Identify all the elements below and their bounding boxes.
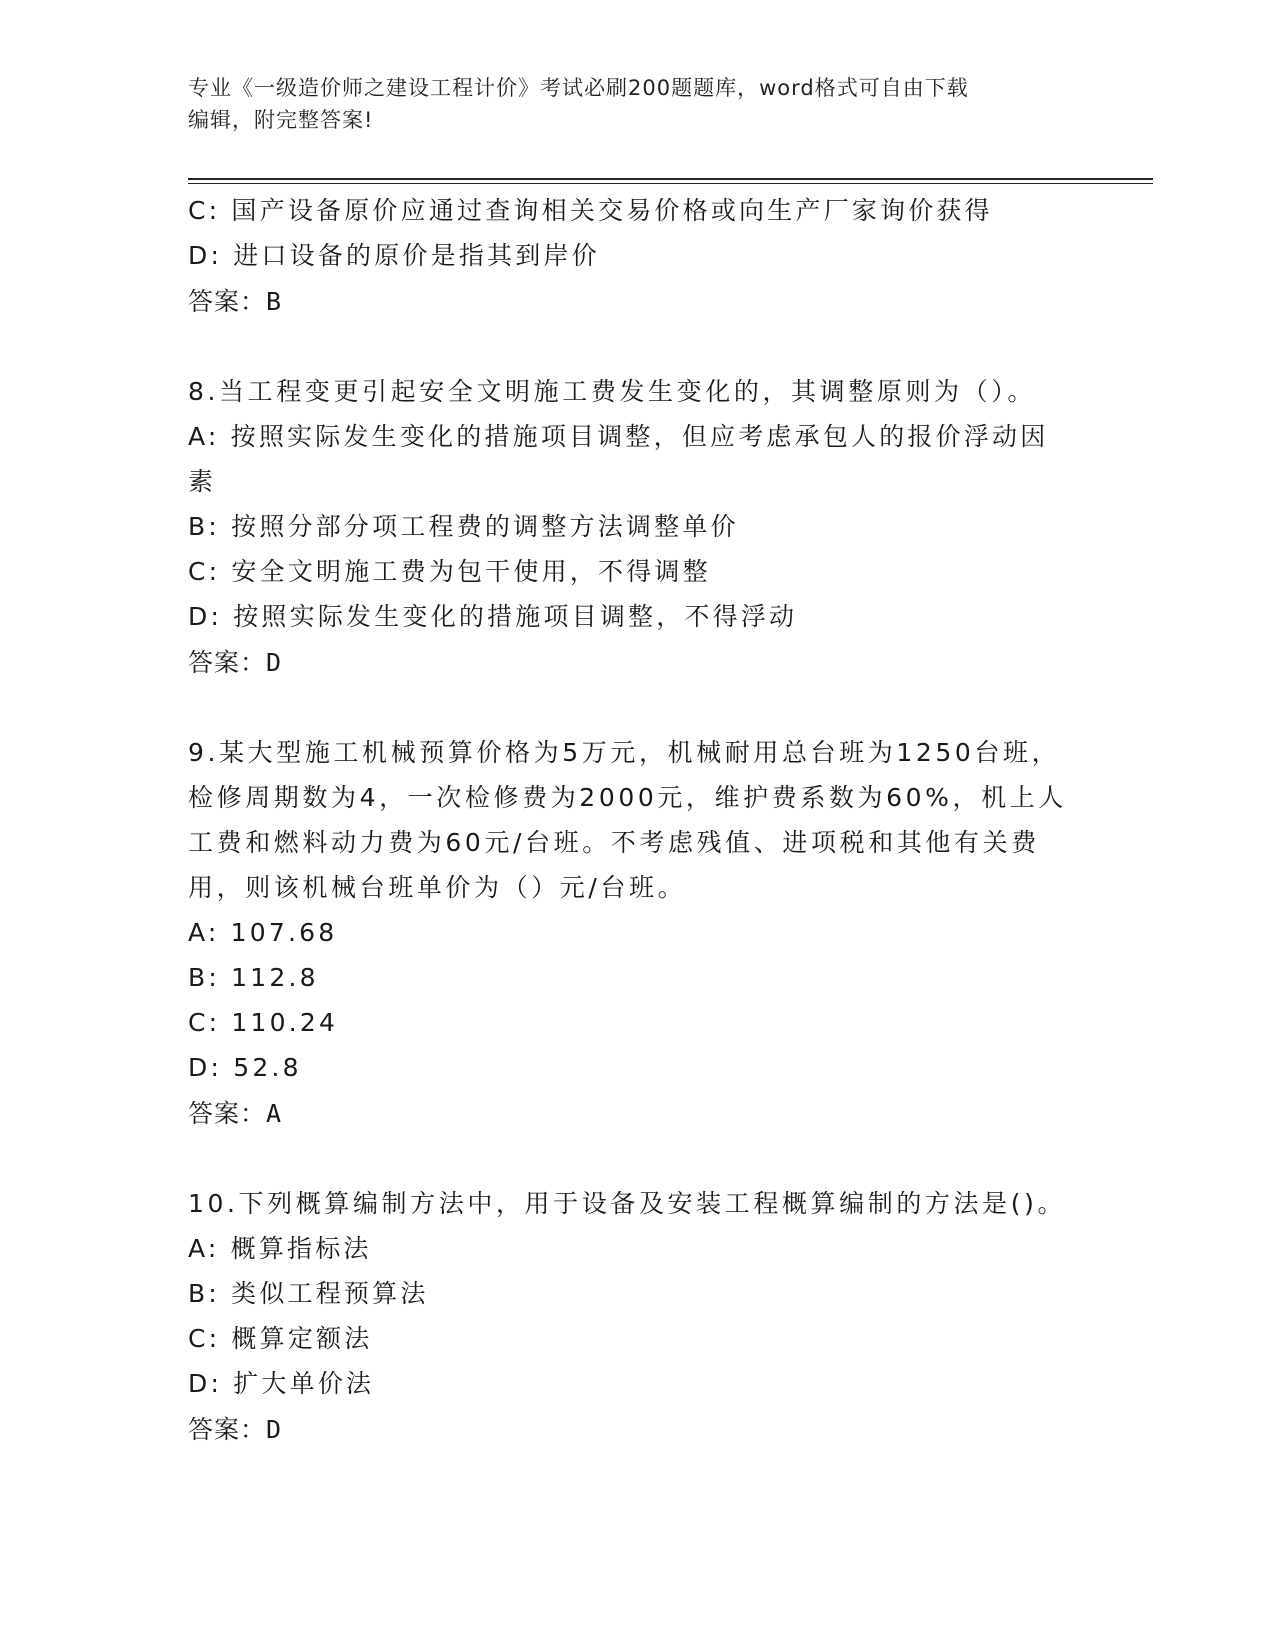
- answer-value: D: [266, 648, 283, 677]
- option-d: D: 按照实际发生变化的措施项目调整，不得浮动: [188, 602, 798, 631]
- header-title-line-1: 专业《一级造价师之建设工程计价》考试必刷200题题库，word格式可自由下载: [188, 76, 969, 100]
- answer-value: B: [266, 287, 283, 316]
- question-content: [188, 188, 1088, 1454]
- question-stem-line-4: 用，则该机械台班单价为（）元/台班。: [188, 873, 687, 902]
- option-d: D: 扩大单价法: [188, 1369, 375, 1398]
- answer-label: 答案：: [188, 648, 267, 677]
- answer-label: 答案：: [188, 1099, 267, 1128]
- option-d: D: 52.8: [188, 1053, 302, 1082]
- question-stem: 10.下列概算编制方法中，用于设备及安装工程概算编制的方法是()。: [188, 1189, 1067, 1218]
- option-a: A: 107.68: [188, 918, 338, 947]
- question-stem: 8.当工程变更引起安全文明施工费发生变化的，其调整原则为（）。: [188, 377, 1036, 406]
- question-7-continued: [188, 188, 1088, 326]
- option-d: D: 进口设备的原价是指其到岸价: [188, 241, 600, 270]
- option-b: B: 按照分部分项工程费的调整方法调整单价: [188, 512, 739, 541]
- header-title-line-2: 编辑，附完整答案!: [188, 108, 374, 132]
- answer-value: D: [266, 1415, 283, 1444]
- option-b: B: 类似工程预算法: [188, 1279, 429, 1308]
- header-divider-thin: [188, 183, 1153, 184]
- option-c: C: 国产设备原价应通过查询相关交易价格或向生产厂家询价获得: [188, 196, 993, 225]
- question-stem-line-1: 9.某大型施工机械预算价格为5万元，机械耐用总台班为1250台班，: [188, 738, 1061, 767]
- question-8: [188, 369, 1088, 687]
- question-10: [188, 1181, 1088, 1454]
- answer-label: 答案：: [188, 1415, 267, 1444]
- question-9: [188, 730, 1088, 1138]
- option-c: C: 安全文明施工费为包干使用，不得调整: [188, 557, 711, 586]
- option-a-continued: 素: [188, 467, 217, 496]
- question-stem-line-3: 工费和燃料动力费为60元/台班。不考虑残值、进项税和其他有关费: [188, 828, 1040, 857]
- option-a: A: 按照实际发生变化的措施项目调整，但应考虑承包人的报价浮动因: [188, 422, 1049, 451]
- document-header: [188, 72, 1068, 136]
- option-c: C: 概算定额法: [188, 1324, 373, 1353]
- option-a: A: 概算指标法: [188, 1234, 372, 1263]
- question-stem-line-2: 检修周期数为4，一次检修费为2000元，维护费系数为60%，机上人: [188, 783, 1067, 812]
- option-c: C: 110.24: [188, 1008, 339, 1037]
- header-divider-thick: [188, 178, 1153, 180]
- answer-value: A: [266, 1099, 283, 1128]
- option-b: B: 112.8: [188, 963, 319, 992]
- answer-line: [188, 639, 1088, 687]
- answer-line: [188, 1406, 1088, 1454]
- answer-line: [188, 278, 1088, 326]
- answer-line: [188, 1090, 1088, 1138]
- answer-label: 答案：: [188, 287, 267, 316]
